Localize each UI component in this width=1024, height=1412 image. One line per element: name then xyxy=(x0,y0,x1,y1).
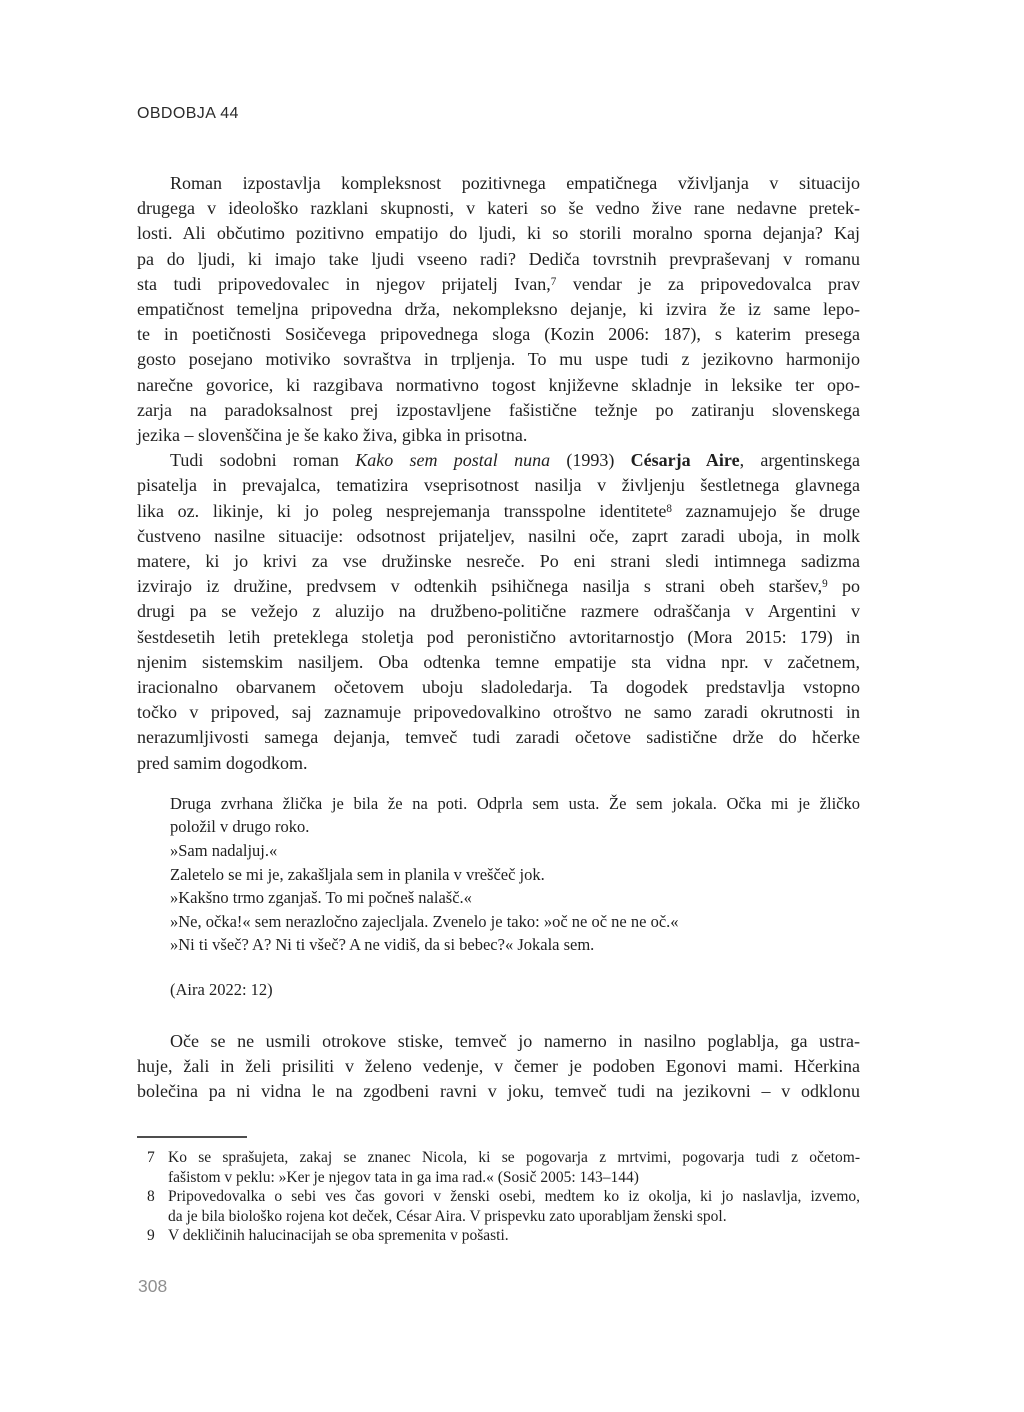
footnote-reference: 8 xyxy=(666,502,672,515)
text-line xyxy=(137,247,860,272)
text-line xyxy=(137,675,860,700)
text-line xyxy=(137,700,860,725)
text-segment: lika oz. likinje, ki jo poleg nesprejemanja transspolne identitete xyxy=(137,500,667,521)
text-segment: Ko se sprašujeta, zakaj se znanec Nicola, ki se pogovarja z mrtvimi, pogovarja tudi z očetom- xyxy=(168,1149,860,1166)
text-line xyxy=(170,815,860,839)
text-segment: izvirajo iz družine, predvsem v odtenkih psihičnega nasilja s strani obeh staršev, xyxy=(137,576,823,597)
text-segment: huje, žali in želi prisiliti v želeno vedenje, v čemer je podoben Egonovi mami. Hčerkina xyxy=(137,1055,860,1076)
text-line xyxy=(168,1148,860,1168)
text-line xyxy=(137,347,860,372)
footnote-text xyxy=(168,1226,860,1246)
text-line xyxy=(137,272,860,297)
text-line xyxy=(137,650,860,675)
text-segment: »Ni ti všeč? A? Ni ti všeč? A ne vidiš, da si bebec?« Jokala sem. xyxy=(170,935,595,955)
text-segment: losti. Ali občutimo pozitivno empatijo do ljudi, ki so storili moralno sporna dejanja? Kaj xyxy=(137,223,860,244)
text-segment: narečne govorice, ki razgibava normativno togost književne skladnje in leksike ter opo- xyxy=(137,374,860,395)
footnote xyxy=(137,1148,860,1187)
text-segment: točko v pripoved, saj zaznamuje pripovedovalkino otroštvo ne samo zaradi okrutnosti in xyxy=(137,702,860,723)
text-line xyxy=(137,549,860,574)
footnote-separator-rule xyxy=(137,1136,247,1138)
text-line xyxy=(137,1054,860,1079)
text-segment: pa do ljudi, ki imajo take ljudi vseeno radi? Dediča tovrstnih prevpraševanj v romanu xyxy=(137,248,860,269)
block-quote xyxy=(170,792,860,957)
footnote-number: 9 xyxy=(147,1227,155,1245)
text-line xyxy=(170,910,860,934)
footnote-number: 8 xyxy=(147,1188,155,1206)
text-segment: »Ne, očka!« sem nerazločno zajecljala. Zvenelo je tako: »oč ne oč ne ne oč.« xyxy=(170,911,679,931)
text-segment: jezika – slovenščina je še kako živa, gibka in prisotna. xyxy=(137,425,528,446)
text-segment: bolečina pa ni vidna le na zgodbeni ravni v joku, temveč tudi na jezikovni – v odklonu xyxy=(137,1081,860,1102)
text-segment: vendar je za pripovedovalca prav xyxy=(556,273,860,294)
text-segment: Césarja Aire xyxy=(630,450,740,471)
text-segment: te in poetičnosti Sosičevega pripovednega sloga (Kozin 2006: 187), s katerim presega xyxy=(137,324,860,345)
text-line xyxy=(137,373,860,398)
text-line xyxy=(137,725,860,750)
text-line xyxy=(137,322,860,347)
text-line xyxy=(137,221,860,246)
text-line xyxy=(137,473,860,498)
text-segment: položil v drugo roko. xyxy=(170,817,310,837)
text-line xyxy=(137,499,860,524)
text-line xyxy=(137,625,860,650)
text-segment: Tudi sodobni roman xyxy=(170,450,356,471)
footnote xyxy=(137,1226,860,1246)
text-segment: Roman izpostavlja kompleksnost pozitivnega empatičnega vživljanja v situacijo xyxy=(170,173,860,193)
text-line xyxy=(137,171,860,196)
text-segment: sta tudi pripovedovalec in njegov prijatelj Ivan, xyxy=(137,273,551,294)
page-number: 308 xyxy=(138,1276,168,1296)
footnote-reference: 9 xyxy=(822,578,828,591)
text-line xyxy=(170,792,860,816)
text-line xyxy=(168,1168,860,1188)
text-segment: (1993) xyxy=(550,450,631,471)
text-line xyxy=(137,1079,860,1104)
text-segment: njenim sistemskim nasiljem. Oba odtenka temne empatije sta vidna npr. v začetnem, xyxy=(137,651,860,672)
text-line xyxy=(170,978,860,1002)
quote-citation xyxy=(170,978,860,1002)
text-segment: čustveno nasilne situacije: odsotnost prijateljev, nasilni oče, zaprt zaradi uboja, in molk xyxy=(137,525,860,546)
text-segment: iracionalno obarvanem očetovem uboju sladoledarja. Ta dogodek predstavlja vstopno xyxy=(137,677,860,698)
footnote xyxy=(137,1187,860,1226)
text-segment: matere, ki jo krivi za vse družinske nesreče. Po eni strani sledi intimnega sadizma xyxy=(137,551,860,572)
text-line xyxy=(170,863,860,887)
text-segment: fašistom v peklu: »Ker je njegov tata in ga ima rad.« (Sosič 2005: 143–144) xyxy=(168,1168,639,1186)
text-segment: šestdesetih letih preteklega stoletja pod peronistično avtoritarnostjo (Mora 2015: 179) in xyxy=(137,626,860,647)
text-segment: empatičnost temeljna pripovedna drža, nekompleksno dejanje, ki izvira že iz same lepo- xyxy=(137,299,860,320)
text-line xyxy=(170,933,860,957)
text-segment: V dekličinih halucinacijah se oba spremenita v pošasti. xyxy=(168,1227,509,1245)
paragraph xyxy=(137,171,860,448)
text-line xyxy=(137,751,860,776)
text-segment: Zaletelo se mi je, zakašljala sem in planila v vreščeč jok. xyxy=(170,864,545,884)
text-segment: zaznamujejo še druge xyxy=(671,500,860,521)
footnotes-section xyxy=(137,1136,860,1246)
text-segment: Oče se ne usmili otrokove stiske, temveč jo namerno in nasilno poglablja, ga ustra- xyxy=(170,1030,860,1051)
text-line xyxy=(168,1207,860,1227)
text-segment: gosto posejano motiviko sovraštva in trpljenja. To mu uspe tudi z jezikovno harmonijo xyxy=(137,349,860,370)
footnote-reference: 7 xyxy=(550,275,557,288)
text-segment: »Kakšno trmo zganjaš. To mi počneš nalašč.« xyxy=(170,888,472,908)
text-line xyxy=(137,398,860,423)
text-line xyxy=(168,1226,860,1246)
text-line xyxy=(137,423,860,448)
text-segment: pred samim dogodkom. xyxy=(137,752,308,773)
paragraph xyxy=(137,1029,860,1105)
text-line xyxy=(168,1187,860,1207)
text-line xyxy=(170,886,860,910)
text-segment: , argentinskega xyxy=(739,450,860,471)
footnote-list xyxy=(137,1148,860,1246)
text-segment: Pripovedovalka o sebi ves čas govori v ženski osebi, medtem ko iz okolja, ki jo naslavlja, izvemo, xyxy=(168,1188,860,1206)
text-segment: Kako sem postal nuna xyxy=(355,450,551,471)
text-segment: »Sam nadaljuj.« xyxy=(170,841,278,861)
text-segment: Druga zvrhana žlička je bila že na poti. Odprla sem usta. Že sem jokala. Očka mi je žličko xyxy=(170,793,860,813)
text-segment: zarja na paradoksalnost prej izpostavljene fašistične težnje po zatiranju slovenskega xyxy=(137,399,860,420)
text-line xyxy=(137,196,860,221)
text-line xyxy=(170,839,860,863)
text-segment: drugi pa se vežejo z aluzijo na družbeno-politične razmere odraščanja v Argentini v xyxy=(137,601,860,622)
text-segment: pisatelja in prevajalca, tematizira vseprisotnost nasilja v življenju šestletnega glavnega xyxy=(137,475,860,496)
running-head: OBDOBJA 44 xyxy=(137,105,239,122)
text-segment: po xyxy=(827,576,860,597)
text-segment: da je bila biološko rojena kot deček, César Aira. V prispevku zato uporabljam ženski spol. xyxy=(168,1207,727,1225)
footnote-text xyxy=(168,1148,860,1187)
text-line xyxy=(137,524,860,549)
text-segment: (Aira 2022: 12) xyxy=(170,980,273,1000)
text-line xyxy=(137,574,860,599)
text-line xyxy=(137,599,860,624)
text-segment: nerazumljivosti samega dejanja, temveč tudi zaradi očetove sadistične drže do hčerke xyxy=(137,727,860,748)
text-line xyxy=(137,448,860,473)
text-line xyxy=(137,297,860,322)
footnote-number: 7 xyxy=(147,1149,155,1166)
page-body xyxy=(137,171,860,1104)
text-line xyxy=(137,1029,860,1054)
footnote-text xyxy=(168,1187,860,1226)
paragraph xyxy=(137,448,860,776)
text-segment: drugega v ideološko razklani skupnosti, v kateri so še vedno žive rane nedavne pretek- xyxy=(137,198,860,219)
